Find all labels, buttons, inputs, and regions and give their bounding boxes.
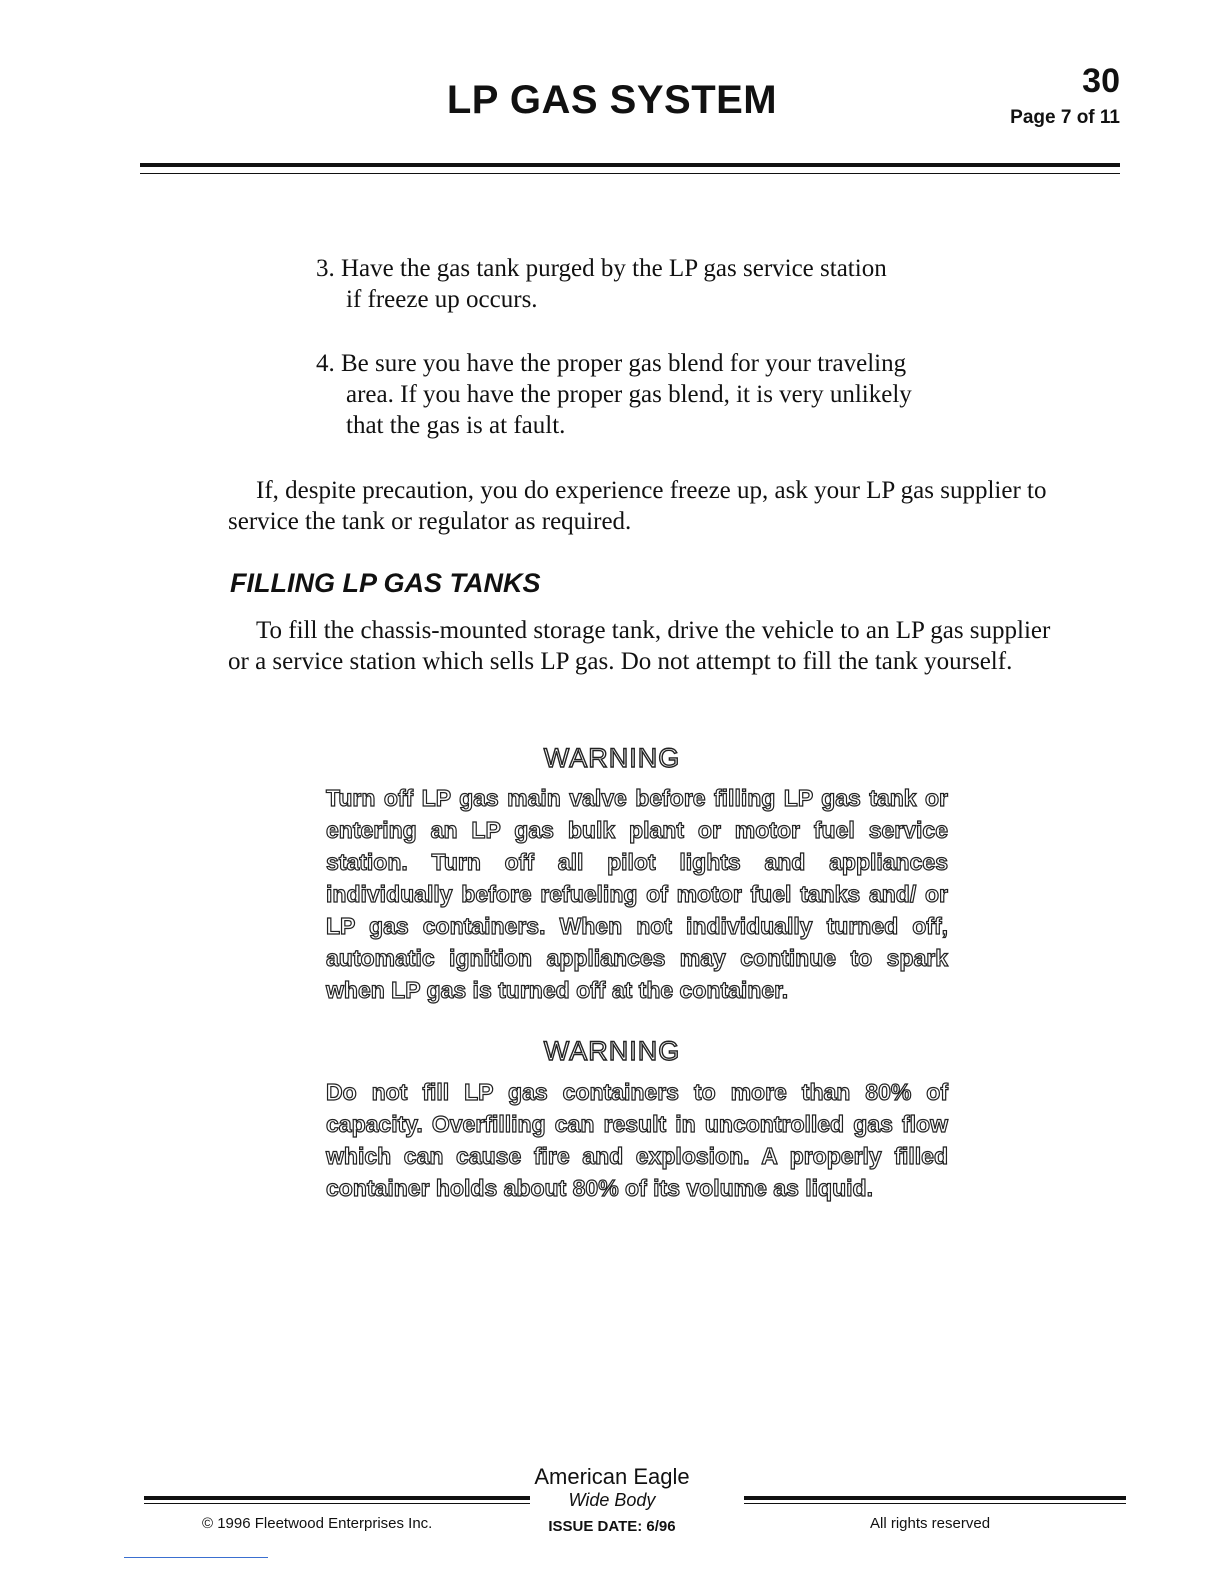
scan-artifact-line	[124, 1557, 268, 1558]
footer-rule-right	[744, 1496, 1126, 1500]
list-item-number: 3.	[316, 255, 335, 282]
issue-date: ISSUE DATE: 6/96	[548, 1518, 676, 1535]
footer-rule-left-thin	[144, 1503, 530, 1504]
list-item-line: Have the gas tank purged by the LP gas service station	[341, 255, 887, 282]
header-rule-thin	[140, 173, 1120, 174]
warning-title: WARNING	[543, 1036, 681, 1066]
footer-rule-left	[144, 1496, 530, 1500]
list-item-4	[316, 348, 956, 441]
page-indicator: Page 7 of 11	[1010, 107, 1120, 128]
footer-rule-right-thin	[744, 1503, 1126, 1504]
list-item-line: area. If you have the proper gas blend, it is very unlikely	[346, 381, 912, 408]
header-rule-thick	[140, 163, 1120, 167]
warning-title: WARNING	[543, 743, 681, 773]
freeze-up-paragraph: If, despite precaution, you do experience freeze up, ask your LP gas supplier to service the tank or regulator as required.	[228, 477, 1047, 535]
list-item-3	[316, 253, 956, 315]
section-number: 30	[1082, 62, 1120, 100]
page-title: LP GAS SYSTEM	[446, 78, 778, 122]
footer-sub-brand: Wide Body	[568, 1490, 656, 1510]
list-item-number: 4.	[316, 350, 335, 377]
list-item-line: that the gas is at fault.	[346, 412, 566, 439]
filling-paragraph: To fill the chassis-mounted storage tank, drive the vehicle to an LP gas supplier or a service station which sells LP gas. Do not attempt to fill the tank yourself.	[228, 617, 1051, 675]
list-item-line: Be sure you have the proper gas blend for your traveling	[341, 350, 907, 377]
footer-brand: American Eagle	[534, 1464, 690, 1489]
warning-text: Do not fill LP gas containers to more than 80% of capacity. Overfilling can result in uncontrolled gas flow which can cause fire and explosion. A properly filled container holds about 80% of its volume as liquid.	[326, 1079, 948, 1201]
rights-notice: All rights reserved	[870, 1515, 991, 1532]
list-item-line: if freeze up occurs.	[346, 286, 538, 313]
copyright-notice: © 1996 Fleetwood Enterprises Inc.	[202, 1515, 433, 1532]
warning-text: Turn off LP gas main valve before filling LP gas tank or entering an LP gas bulk plant or motor fuel service station. Turn off all pilot lights and appliances individually before refueling of motor fuel tanks and/ or LP gas containers. When not individually turned off, automatic ignition appliances may continue to spark when LP gas is turned off at the container.	[326, 785, 948, 1003]
section-heading: FILLING LP GAS TANKS	[230, 568, 541, 598]
